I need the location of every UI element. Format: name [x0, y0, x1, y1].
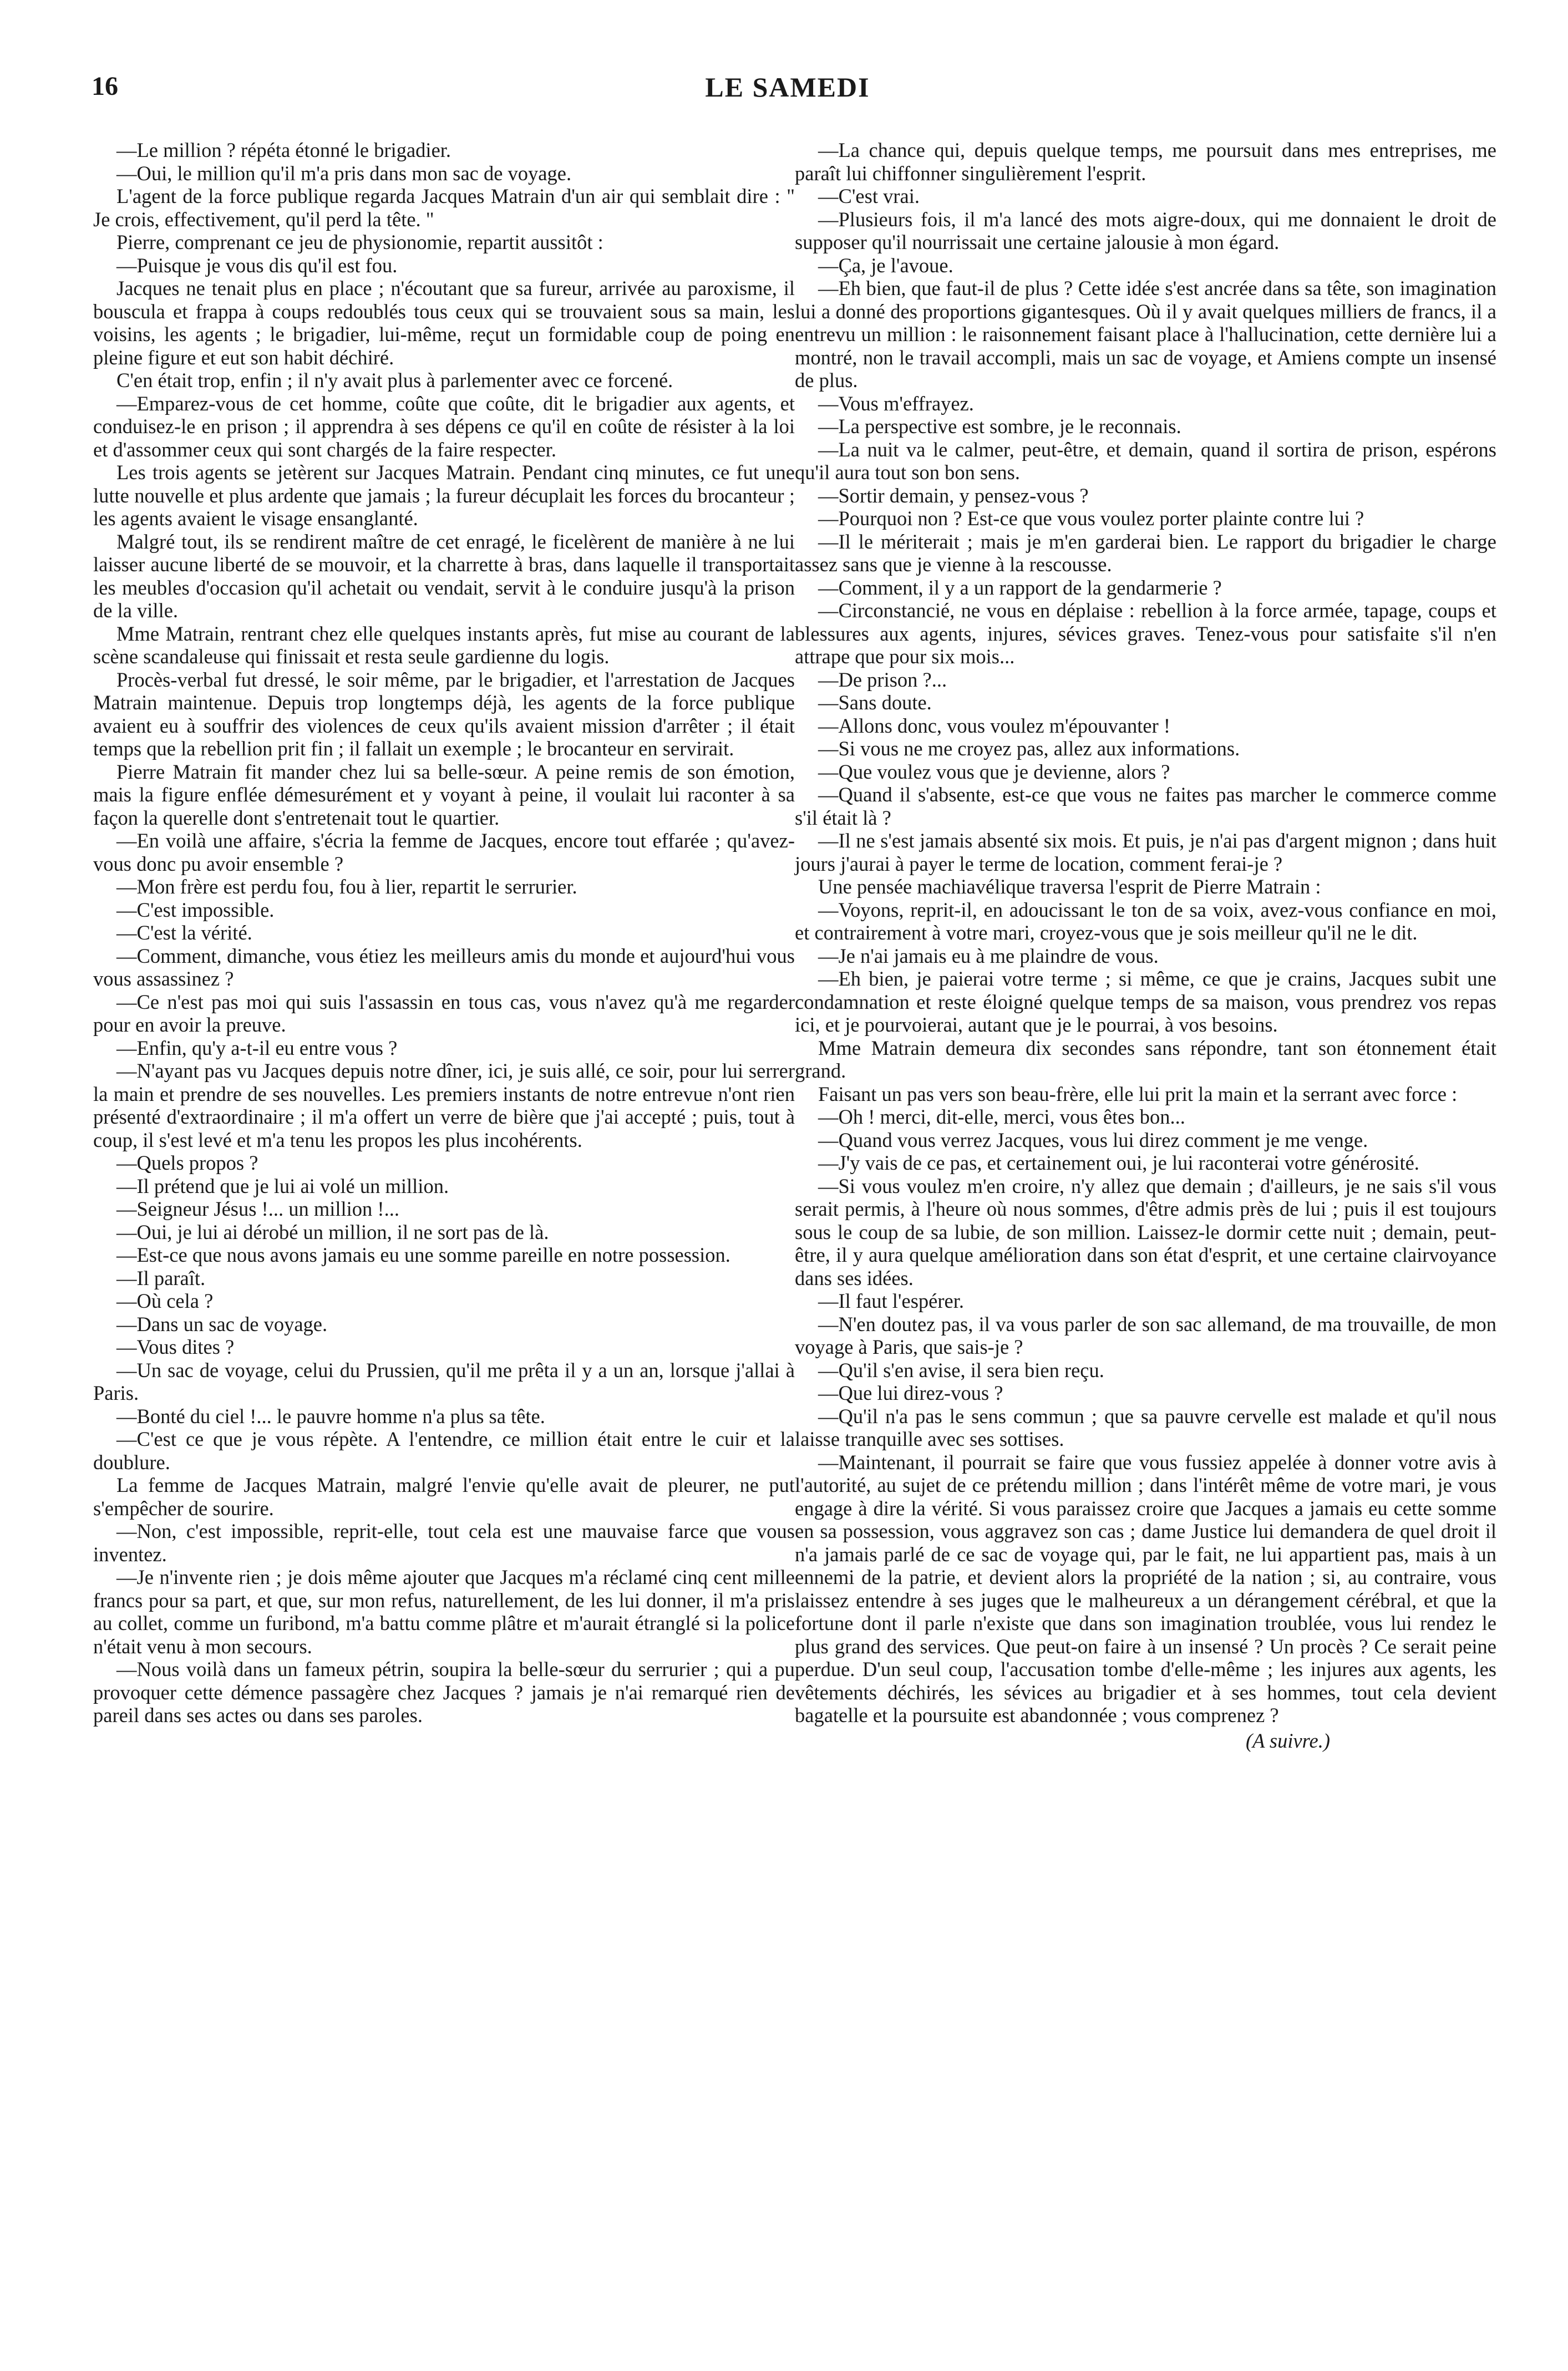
paragraph: —Un sac de voyage, celui du Prussien, qu'il me prêta il y a un an, lorsque j'allai à Paris.	[93, 1358, 795, 1404]
paragraph: L'agent de la force publique regarda Jacques Matrain d'un air qui semblait dire : " Je crois, effectivement, qu'il perd la tête. "	[93, 185, 795, 231]
paragraph: —De prison ?...	[818, 668, 947, 691]
paragraph: —Il le mériterait ; mais je m'en garderai bien. Le rapport du brigadier le charge assez sans que je vienne à la rescousse.	[795, 530, 1496, 576]
paragraph: —Eh bien, je paierai votre terme ; si même, ce que je crains, Jacques subit une condamnation et reste éloigné quelque temps de sa maison, vous prendrez vos repas ici, et je pourvoierai, autant que je le pourrai, à vos besoins.	[795, 967, 1496, 1036]
paragraph: —Pourquoi non ? Est-ce que vous voulez porter plainte contre lui ?	[818, 507, 1364, 530]
paragraph: —Bonté du ciel !... le pauvre homme n'a plus sa tête.	[116, 1404, 545, 1428]
paragraph: —J'y vais de ce pas, et certainement oui, je lui raconterai votre générosité.	[818, 1151, 1419, 1174]
paragraph: C'en était trop, enfin ; il n'y avait plus à parlementer avec ce forcené.	[116, 369, 673, 392]
paragraph: Une pensée machiavélique traversa l'esprit de Pierre Matrain :	[818, 875, 1321, 898]
paragraph: Malgré tout, ils se rendirent maître de cet enragé, le ficelèrent de manière à ne lui laisser aucune liberté de se mouvoir, et la charrette à bras, dans laquelle il transportait les meubles d'occasion qu'il achetait ou vendait, servit à le conduire jusqu'à la prison de la ville.	[93, 530, 795, 622]
paragraph: Pierre Matrain fit mander chez lui sa belle-sœur. A peine remis de son émotion, mais la figure enflée démesurément et y voyant à peine, il voulait lui raconter à sa façon la querelle dont s'entretenait tout le quartier.	[93, 760, 795, 829]
paragraph: —Comment, dimanche, vous étiez les meilleurs amis du monde et aujourd'hui vous vous assassinez ?	[93, 944, 795, 990]
right-column	[795, 139, 1496, 1752]
paragraph: —Dans un sac de voyage.	[116, 1312, 328, 1336]
paragraph: —Ce n'est pas moi qui suis l'assassin en tous cas, vous n'avez qu'à me regarder pour en avoir la preuve.	[93, 990, 795, 1036]
paragraph: —La nuit va le calmer, peut-être, et demain, quand il sortira de prison, espérons qu'il aura tout son bon sens.	[795, 438, 1496, 484]
paragraph: —C'est impossible.	[116, 898, 275, 921]
paragraph: —Maintenant, il pourrait se faire que vous fussiez appelée à donner votre avis à l'autorité, au sujet de ce prétendu million ; dans l'intérêt même de votre mari, je vous engage à dire la vérité. Si vous paraissez croire que Jacques a jamais eu cette somme en sa possession, vous aggravez son cas ; dame Justice lui demandera de quel droit il n'a jamais parlé de ce sac de voyage qui, par le fait, ne lui appartient pas, mais à un ennemi de la patrie, et devient alors la propriété de la nation ; si, au contraire, vous laissez entendre à ses juges que le malheureux a un dérangement cérébral, et que la fortune dont il parle n'existe que dans son imagination troublée, vous lui rendez le plus grand des services. Que peut-on faire à un insensé ? Un procès ? Ce serait peine perdue. D'un seul coup, l'accusation tombe d'elle-même ; les injures aux agents, les vêtements déchirés, les sévices au brigadier et à ses hommes, tout cela devient bagatelle et la poursuite est abandonnée ; vous comprenez ?	[795, 1450, 1496, 1727]
paragraph: —Emparez-vous de cet homme, coûte que coûte, dit le brigadier aux agents, et conduisez-le en prison ; il apprendra à ses dépens ce qu'il en coûte de résister à la loi et d'assommer ceux qui sont chargés de la faire respecter.	[93, 392, 795, 461]
paragraph: —Que voulez vous que je devienne, alors ?	[818, 760, 1170, 783]
paragraph: Jacques ne tenait plus en place ; n'écoutant que sa fureur, arrivée au paroxisme, il bouscula et frappa à coups redoublés tous ceux qui se trouvaient sous sa main, les voisins, les agents ; le brigadier, lui-même, reçut un formidable coup de poing en pleine figure et eut son habit déchiré.	[93, 277, 795, 369]
paragraph: —Oh ! merci, dit-elle, merci, vous êtes bon...	[818, 1105, 1185, 1128]
paragraph: —Circonstancié, ne vous en déplaise : rebellion à la force armée, tapage, coups et blessures aux agents, injures, sévices graves. Tenez-vous pour satisfaite s'il n'en attrape que pour six mois...	[795, 599, 1496, 668]
paragraph: —Je n'invente rien ; je dois même ajouter que Jacques m'a réclamé cinq cent mille francs pour sa part, et que, sur mon refus, naturellement, de les lui donner, il m'a pris au collet, comme un furibond, m'a battu comme plâtre et m'aurait étranglé si la police n'était venu à mon secours.	[93, 1566, 795, 1658]
paragraph: —Non, c'est impossible, reprit-elle, tout cela est une mauvaise farce que vous inventez.	[93, 1520, 795, 1566]
paragraph: —Voyons, reprit-il, en adoucissant le ton de sa voix, avez-vous confiance en moi, et contrairement à votre mari, croyez-vous que je sois meilleur qu'il ne le dit.	[795, 898, 1496, 944]
paragraph: —Est-ce que nous avons jamais eu une somme pareille en notre possession.	[116, 1243, 730, 1266]
paragraph: —Que lui direz-vous ?	[818, 1382, 1003, 1404]
paragraph: —Quels propos ?	[116, 1151, 258, 1174]
paragraph: —Enfin, qu'y a-t-il eu entre vous ?	[116, 1036, 398, 1059]
paragraph: —N'en doutez pas, il va vous parler de son sac allemand, de ma trouvaille, de mon voyage à Paris, que sais-je ?	[795, 1312, 1496, 1358]
paragraph: —Seigneur Jésus !... un million !...	[116, 1197, 399, 1220]
paragraph: —C'est ce que je vous répète. A l'entendre, ce million était entre le cuir et la doublure.	[93, 1428, 795, 1474]
paragraph: —La perspective est sombre, je le reconnais.	[818, 415, 1181, 438]
paragraph: Procès-verbal fut dressé, le soir même, par le brigadier, et l'arrestation de Jacques Matrain maintenue. Depuis trop longtemps déjà, les agents de la force publique avaient eu à souffrir des violences de ceux qu'ils avaient mission d'arrêter ; il était temps que la rebellion prit fin ; il fallait un exemple ; le brocanteur en servirait.	[93, 668, 795, 760]
paragraph: —En voilà une affaire, s'écria la femme de Jacques, encore tout effarée ; qu'avez-vous donc pu avoir ensemble ?	[93, 829, 795, 875]
paragraph: —Oui, le million qu'il m'a pris dans mon sac de voyage.	[116, 161, 572, 185]
paragraph: —Quand vous verrez Jacques, vous lui direz comment je me venge.	[818, 1128, 1368, 1151]
paragraph: Faisant un pas vers son beau-frère, elle lui prit la main et la serrant avec force :	[818, 1082, 1458, 1105]
paragraph: —Vous m'effrayez.	[818, 392, 974, 415]
paragraph: —Vous dites ?	[116, 1336, 235, 1358]
paragraph: —Le million ? répéta étonné le brigadier.	[116, 139, 451, 161]
paragraph: —Où cela ?	[116, 1289, 214, 1312]
paragraph: Les trois agents se jetèrent sur Jacques Matrain. Pendant cinq minutes, ce fut une lutte nouvelle et plus ardente que jamais ; la fureur décuplait les forces du brocanteur ; les agents avaient le visage ensanglanté.	[93, 461, 795, 530]
paragraph: —Qu'il s'en avise, il sera bien reçu.	[818, 1358, 1104, 1382]
paragraph: —Puisque je vous dis qu'il est fou.	[116, 253, 398, 277]
paragraph: —Il ne s'est jamais absenté six mois. Et puis, je n'ai pas d'argent mignon ; dans huit jours j'aurai à payer le terme de location, comment ferai-je ?	[795, 829, 1496, 875]
paragraph: —Si vous ne me croyez pas, allez aux informations.	[818, 737, 1240, 760]
paragraph: —Allons donc, vous voulez m'épouvanter !	[818, 714, 1171, 737]
paragraph: —Nous voilà dans un fameux pétrin, soupira la belle-sœur du serrurier ; qui a pu provoquer cette démence passagère chez Jacques ? jamais je n'ai remarqué rien de pareil dans ses actes ou dans ses paroles.	[93, 1658, 795, 1727]
paragraph: Mme Matrain demeura dix secondes sans répondre, tant son étonnement était grand.	[795, 1036, 1496, 1082]
page-number: 16	[92, 72, 118, 101]
paragraph: —Oui, je lui ai dérobé un million, il ne sort pas de là.	[116, 1220, 549, 1243]
paragraph: —Eh bien, que faut-il de plus ? Cette idée s'est ancrée dans sa tête, son imagination lui a donné des proportions gigantesques. Où il y avait quelques milliers de francs, il a entrevu un million : le raisonnement faisant place à l'hallucination, cette dernière lui a montré, non le travail accompli, mais un sac de voyage, et Amiens compte un insensé de plus.	[795, 277, 1496, 392]
journal-title: LE SAMEDI	[705, 72, 870, 103]
paragraph: —Quand il s'absente, est-ce que vous ne faites pas marcher le commerce comme s'il était là ?	[795, 783, 1496, 829]
paragraph: —N'ayant pas vu Jacques depuis notre dîner, ici, je suis allé, ce soir, pour lui serrer la main et prendre de ses nouvelles. Les premiers instants de notre entrevue n'ont rien présenté d'extraordinaire ; il m'a offert un verre de bière que j'ai accepté ; puis, tout à coup, il s'est levé et m'a tenu les propos les plus incohérents.	[93, 1059, 795, 1151]
paragraph: —La chance qui, depuis quelque temps, me poursuit dans mes entreprises, me paraît lui chiffonner singulièrement l'esprit.	[795, 139, 1496, 185]
paragraph: —Mon frère est perdu fou, fou à lier, repartit le serrurier.	[116, 875, 577, 898]
paragraph: —C'est vrai.	[818, 185, 920, 207]
to-be-continued-label: (A suivre.)	[1245, 1729, 1330, 1752]
paragraph: —Il prétend que je lui ai volé un million.	[116, 1174, 449, 1197]
paragraph: —Comment, il y a un rapport de la gendarmerie ?	[818, 576, 1222, 599]
paragraph: —Ça, je l'avoue.	[818, 253, 953, 277]
paragraph: Mme Matrain, rentrant chez elle quelques instants après, fut mise au courant de la scène scandaleuse qui finissait et resta seule gardienne du logis.	[93, 622, 795, 668]
left-column	[93, 139, 795, 1727]
paragraph: —Sortir demain, y pensez-vous ?	[818, 484, 1089, 507]
paragraph: —Plusieurs fois, il m'a lancé des mots aigre-doux, qui me donnaient le droit de supposer qu'il nourrissait une certaine jalousie à mon égard.	[795, 207, 1496, 253]
paragraph: —Il faut l'espérer.	[818, 1289, 964, 1312]
paragraph: —Si vous voulez m'en croire, n'y allez que demain ; d'ailleurs, je ne sais s'il vous serait permis, à l'heure où nous sommes, d'être admis près de lui ; puis il est toujours sous le coup de sa lubie, de son million. Laissez-le dormir cette nuit ; demain, peut-être, il y aura quelque amélioration dans son état d'esprit, et une certaine clairvoyance dans ses idées.	[795, 1174, 1496, 1289]
paragraph: Pierre, comprenant ce jeu de physionomie, repartit aussitôt :	[116, 231, 603, 253]
paragraph: —Sans doute.	[818, 691, 932, 714]
paragraph: La femme de Jacques Matrain, malgré l'envie qu'elle avait de pleurer, ne put s'empêcher de sourire.	[93, 1474, 795, 1520]
page-header	[92, 71, 1484, 110]
paragraph: —Je n'ai jamais eu à me plaindre de vous.	[818, 944, 1159, 967]
paragraph: —Il paraît.	[116, 1266, 206, 1289]
paragraph: —C'est la vérité.	[116, 921, 252, 944]
paragraph: —Qu'il n'a pas le sens commun ; que sa pauvre cervelle est malade et qu'il nous laisse tranquille avec ses sottises.	[795, 1404, 1496, 1450]
